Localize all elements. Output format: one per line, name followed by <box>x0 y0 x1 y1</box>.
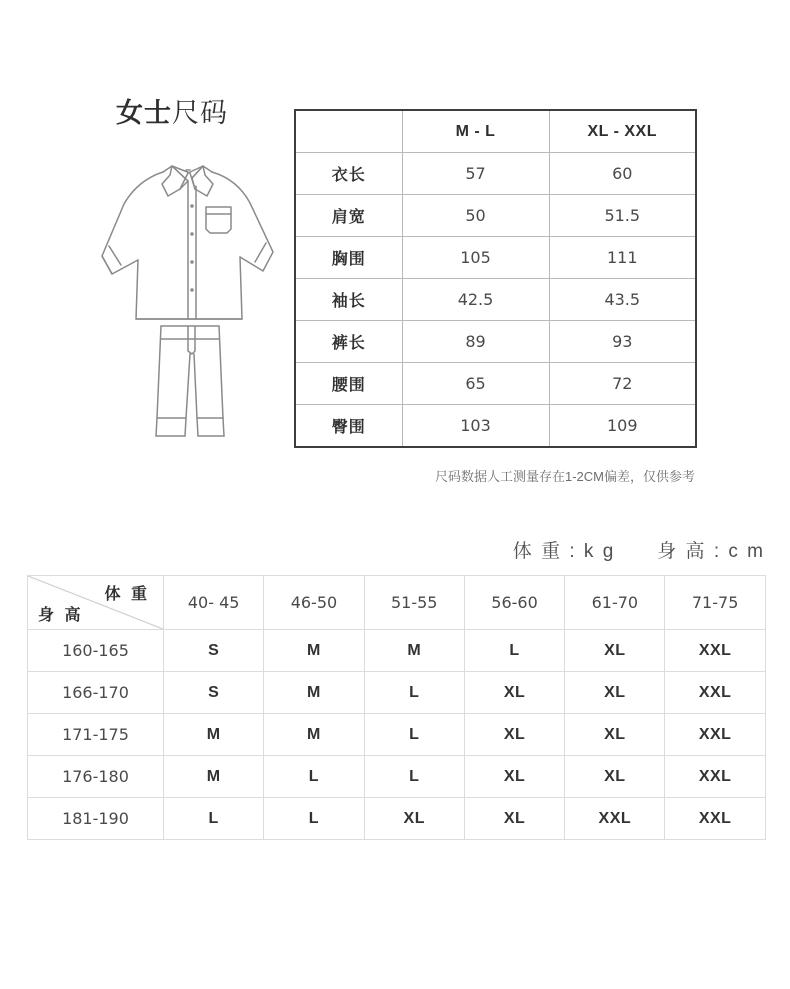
corner-weight-label: 体 重 <box>104 586 150 603</box>
size-cell-r3c2: L <box>364 756 464 798</box>
pajama-set-illustration <box>100 148 280 448</box>
size-cell-r4c5: XXL <box>665 798 765 840</box>
page-title <box>116 100 280 127</box>
pants-right-outseam <box>219 326 223 418</box>
table-row <box>295 237 696 279</box>
table-row <box>295 405 696 448</box>
size-cell-r4c0: L <box>164 798 264 840</box>
shirt-button <box>190 204 194 208</box>
cell-xiuchang-xlxxl: 43.5 <box>549 279 696 321</box>
cell-yaowei-xlxxl: 72 <box>549 363 696 405</box>
size-cell-r4c2: XL <box>364 798 464 840</box>
pants-left-outseam <box>157 326 161 418</box>
cell-tunwei-ml: 103 <box>402 405 549 448</box>
corner-height-label: 身 高 <box>38 607 84 624</box>
matrix-row <box>28 672 766 714</box>
size-cell-r1c5: XXL <box>665 672 765 714</box>
cell-kuchang-ml: 89 <box>402 321 549 363</box>
cell-xiongwei-ml: 105 <box>402 237 549 279</box>
unit-weight-label: 体 重 : k g <box>512 541 616 562</box>
size-cell-r3c0: M <box>164 756 264 798</box>
size-cell-r2c1: M <box>264 714 364 756</box>
weight-column-1: 40- 45 <box>164 576 264 630</box>
size-cell-r1c4: XL <box>565 672 665 714</box>
row-label-tunwei: 臀围 <box>295 405 402 448</box>
matrix-row <box>28 756 766 798</box>
shirt-chest-pocket <box>206 207 231 233</box>
pants-drawstring-slit <box>188 326 195 354</box>
weight-column-6: 71-75 <box>665 576 765 630</box>
measurement-table <box>294 109 697 448</box>
cell-jiankuan-xlxxl: 51.5 <box>549 195 696 237</box>
cell-yaowei-ml: 65 <box>402 363 549 405</box>
size-cell-r4c1: L <box>264 798 364 840</box>
size-cell-r0c2: M <box>364 630 464 672</box>
column-header-m-l: M - L <box>402 110 549 153</box>
height-label-171-175: 171-175 <box>28 714 164 756</box>
size-cell-r0c3: L <box>464 630 564 672</box>
row-label-kuchang: 裤长 <box>295 321 402 363</box>
cell-tunwei-xlxxl: 109 <box>549 405 696 448</box>
page-title-light: 尺码 <box>172 98 228 128</box>
shirt-button <box>190 288 194 292</box>
height-label-160-165: 160-165 <box>28 630 164 672</box>
pants-center-seam-left <box>186 354 190 418</box>
row-label-xiuchang: 袖长 <box>295 279 402 321</box>
page-title-strong: 女士 <box>116 98 172 128</box>
size-cell-r0c0: S <box>164 630 264 672</box>
cell-yichang-xlxxl: 60 <box>549 153 696 195</box>
weight-column-2: 46-50 <box>264 576 364 630</box>
size-cell-r2c5: XXL <box>665 714 765 756</box>
shirt-right-sleeve <box>212 172 273 271</box>
shirt-left-sleeve <box>102 172 163 274</box>
table-header-row <box>295 110 696 153</box>
weight-column-3: 51-55 <box>364 576 464 630</box>
row-label-yichang: 衣长 <box>295 153 402 195</box>
shirt-button <box>190 232 194 236</box>
measurement-table-container <box>294 109 697 448</box>
cell-yichang-ml: 57 <box>402 153 549 195</box>
measurement-table-corner <box>295 110 402 153</box>
column-header-xl-xxl: XL - XXL <box>549 110 696 153</box>
table-row <box>295 195 696 237</box>
size-cell-r0c5: XXL <box>665 630 765 672</box>
height-label-181-190: 181-190 <box>28 798 164 840</box>
size-cell-r3c4: XL <box>565 756 665 798</box>
size-cell-r2c3: XL <box>464 714 564 756</box>
size-cell-r1c1: M <box>264 672 364 714</box>
shirt-button <box>190 260 194 264</box>
row-label-jiankuan: 肩宽 <box>295 195 402 237</box>
table-row <box>295 153 696 195</box>
size-matrix-table <box>27 575 766 840</box>
row-label-xiongwei: 胸围 <box>295 237 402 279</box>
units-legend <box>27 536 765 564</box>
size-cell-r4c4: XXL <box>565 798 665 840</box>
cell-jiankuan-ml: 50 <box>402 195 549 237</box>
shirt-right-body <box>192 257 242 319</box>
unit-height-label: 身 高 : c m <box>657 541 765 562</box>
garment-panel <box>100 100 280 460</box>
weight-column-4: 56-60 <box>464 576 564 630</box>
size-cell-r2c2: L <box>364 714 464 756</box>
cell-kuchang-xlxxl: 93 <box>549 321 696 363</box>
size-cell-r1c0: S <box>164 672 264 714</box>
measurement-disclaimer-note: 尺码数据人工测量存在1-2CM偏差，仅供参考 <box>434 469 695 484</box>
matrix-row <box>28 630 766 672</box>
weight-column-5: 61-70 <box>565 576 665 630</box>
size-matrix-container <box>27 575 766 840</box>
matrix-corner-diagonal-cell <box>28 576 164 630</box>
size-cell-r3c1: L <box>264 756 364 798</box>
height-label-166-170: 166-170 <box>28 672 164 714</box>
row-label-yaowei: 腰围 <box>295 363 402 405</box>
matrix-header-row <box>28 576 766 630</box>
height-label-176-180: 176-180 <box>28 756 164 798</box>
size-cell-r4c3: XL <box>464 798 564 840</box>
pants-center-seam-right <box>194 354 197 418</box>
size-cell-r1c2: L <box>364 672 464 714</box>
cell-xiuchang-ml: 42.5 <box>402 279 549 321</box>
table-row <box>295 363 696 405</box>
matrix-row <box>28 798 766 840</box>
table-row <box>295 321 696 363</box>
size-cell-r2c0: M <box>164 714 264 756</box>
size-cell-r1c3: XL <box>464 672 564 714</box>
cell-xiongwei-xlxxl: 111 <box>549 237 696 279</box>
shirt-left-body <box>136 260 192 319</box>
size-cell-r2c4: XL <box>565 714 665 756</box>
size-cell-r0c1: M <box>264 630 364 672</box>
table-row <box>295 279 696 321</box>
size-cell-r3c3: XL <box>464 756 564 798</box>
matrix-row <box>28 714 766 756</box>
size-cell-r0c4: XL <box>565 630 665 672</box>
size-cell-r3c5: XXL <box>665 756 765 798</box>
